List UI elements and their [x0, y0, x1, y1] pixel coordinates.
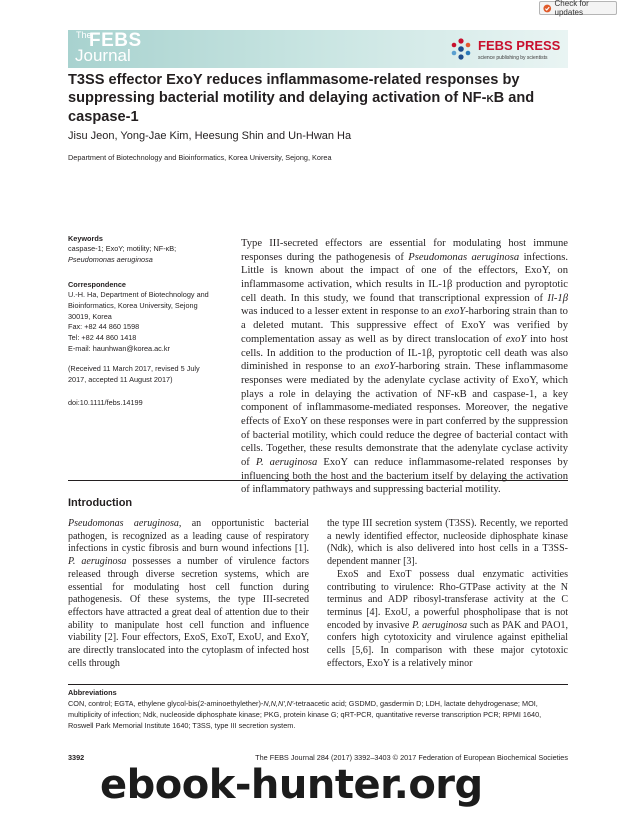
introduction-column-right: the type III secretion system (T3SS). Recently, we reported a newly identified effector, nucleoside diphosphate kinase (Ndk), which is also delivered into host cells in a T3SS-dependent manner [3]. ExoS and ExoT possess dual enzymatic activities contributing to virulence: Rho-GTPase activity at the N terminus and ADP ribosyl-transferase activity at the C terminus [4]. ExoU, a powerful phospholipase that is not encoded by invasive P. aeruginosa such as PAK and PAO1, confers high cytotoxicity and virulence against epithelial cells [5,6]. In comparison with these major cytotoxic effectors, ExoY is a relatively minor [327, 518, 568, 669]
footnote-divider [68, 684, 568, 685]
journal-logo-journal: Journal [75, 46, 131, 65]
check-for-updates-label: Check for updates [554, 0, 589, 17]
crossmark-icon [543, 4, 552, 13]
section-divider [68, 480, 568, 481]
article-authors: Jisu Jeon, Yong-Jae Kim, Heesung Shin and Un-Hwan Ha [68, 130, 352, 142]
check-for-updates-button[interactable] [539, 1, 617, 15]
journal-logo-the: The [76, 30, 92, 40]
keywords-list: caspase-1; ExoY; motility; NF-κB; Pseudomonas aeruginosa [68, 244, 177, 264]
introduction-heading: Introduction [68, 497, 133, 509]
publisher-tagline: science publishing by scientists [478, 55, 548, 61]
doi-link[interactable]: doi:10.1111/febs.14199 [68, 398, 143, 407]
article-title: T3SS effector ExoY reduces inflammasome-related responses by suppressing bacterial motility and delaying activation of NF-κB and caspase-1 [68, 72, 535, 125]
abbreviations-heading: Abbreviations [68, 688, 117, 697]
correspondence-email-link[interactable]: E-mail: haunhwan@korea.ac.kr [68, 343, 170, 353]
abstract-text: Type III-secreted effectors are essential for modulating host immune responses during the pathogenesis of Pseudomonas aeruginosa infections. Little is known about the impact of one of the effectors, ExoY, on inflammasome activation, which results in IL-1β production and pyroptotic cell death. In this study, we found that transcriptional expression of Il-1β was induced to a lesser extent in response to an exoY-harboring strain than to a deleted mutant. This suppressive effect of ExoY was verified by complementation assay as well as by direct translocation of exoY into host cells. In addition to the production of IL-1β, pyroptotic cell death was also diminished in response to an exoY-harboring strain. These inflammasome responses were mediated by the adenylate cyclase activity of ExoY, which plays a role in delaying the activation of NF-κB and caspase-1, a key component of inflammasome-mediated responses. Moreover, the negative effects of ExoY on these responses were in part conferred by the suppression of bacterial motility, which could reduce the degree of bacterial contact with cells. Together, these results demonstrate that the adenylate cyclase activity of P. aeruginosa ExoY can reduce inflammasome-related responses by influencing both the host and the bacterium itself by delaying the activation of inflammatory pathways and suppressing bacterial motility. [241, 238, 569, 496]
febs-press-logo-icon [448, 36, 474, 62]
correspondence-heading: Correspondence [68, 280, 126, 289]
abbreviations-text: CON, control; EGTA, ethylene glycol-bis(2-aminoethylether)-N,N,N′,N′-tetraacetic acid; GSDMD, gasdermin D; LDH, lactate dehydrogenase; MOI, multiplicity of infection; Ndk, nucleoside diphosphate kinase; PKG, protein kinase G; qRT-PCR, quantitative reverse transcription PCR; RPMI 1640, Roswell Park Memorial Institute 1640; T3SS, type III secretion system. [68, 699, 542, 730]
page-number: 3392 [68, 753, 85, 762]
journal-logo-febs: FEBS [89, 30, 142, 51]
publisher-name: FEBS PRESS [478, 38, 561, 53]
keywords-heading: Keywords [68, 234, 103, 243]
article-affiliation: Department of Biotechnology and Bioinformatics, Korea University, Sejong, Korea [68, 153, 332, 162]
received-dates: (Received 11 March 2017, revised 5 July 2017, accepted 11 August 2017) [68, 364, 200, 384]
introduction-column-left: Pseudomonas aeruginosa, an opportunistic bacterial pathogen, is recognized as a leading cause of respiratory infections in cystic fibrosis and burn wound infections [1]. P. aeruginosa possesses a number of virulence factors released through diverse secretion systems, which are essential for modulating host cell function during pathogenesis. Of these systems, the type III-secreted effectors have attracted a great deal of attention due to their ability to manipulate host cell function and influence viability [2]. Four effectors, ExoS, ExoT, ExoU, and ExoY, are directly translocated into the cytoplasm of infected host cells through [68, 518, 310, 669]
correspondence-details: U.-H. Ha, Department of Biotechnology and Bioinformatics, Korea University, Sejong 30019, Korea Fax: +82 44 860 1598 Tel: +82 44 860 1418 E-mail: haunhwan@korea.ac.kr [68, 290, 228, 355]
footer-citation: The FEBS Journal 284 (2017) 3392–3403 © 2017 Federation of European Biochemical Societies [255, 753, 568, 762]
watermark-text: ebook-hunter.org [100, 762, 483, 808]
